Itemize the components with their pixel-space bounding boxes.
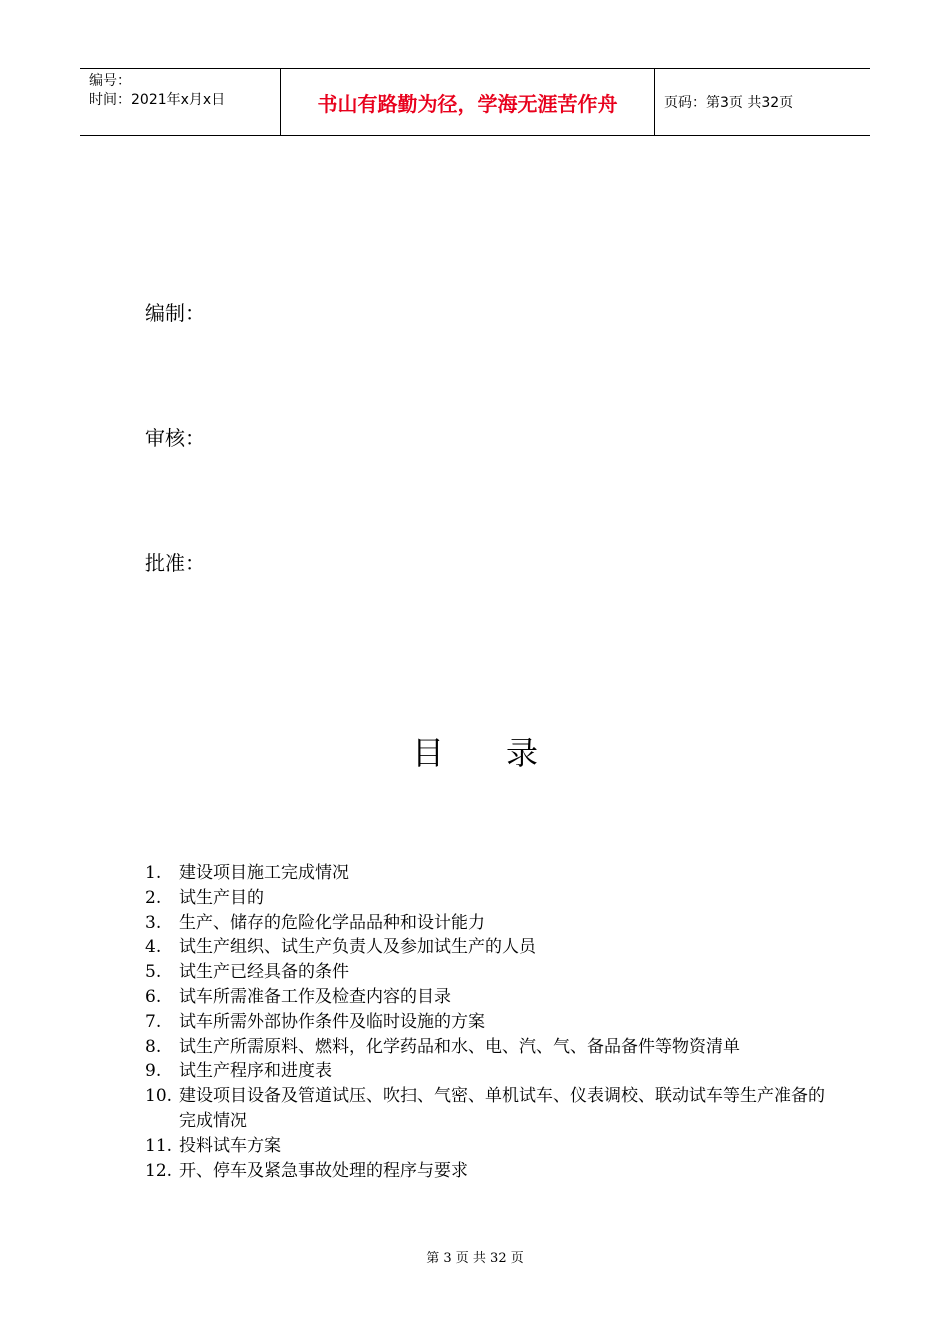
toc-item-text: 试生产目的	[179, 887, 264, 908]
toc-item-text: 建设项目设备及管道试压、吹扫、气密、单机试车、仪表调校、联动试车等生产准备的完成情况	[179, 1086, 825, 1131]
toc-item-number: 11.	[145, 1135, 173, 1156]
toc-title	[0, 728, 950, 774]
toc-item-text: 建设项目施工完成情况	[179, 863, 349, 883]
toc-item	[145, 1084, 825, 1134]
toc-item-text: 试生产已经具备的条件	[179, 962, 349, 983]
header-meta	[80, 69, 281, 135]
toc-item-number: 1.	[145, 863, 162, 883]
toc-item-number: 10.	[145, 1086, 173, 1107]
header-motto: 书山有路勤为径，学海无涯苦作舟	[281, 69, 655, 135]
header-page-info: 页码：第3页 共32页	[664, 95, 794, 111]
toc-item	[145, 861, 825, 886]
toc-item	[145, 1134, 825, 1159]
toc-item	[145, 886, 825, 911]
toc-item-text: 投料试车方案	[179, 1135, 281, 1156]
toc-item-number: 7.	[145, 1011, 162, 1032]
toc-item-number: 2.	[145, 887, 162, 908]
toc-item-text: 试车所需外部协作条件及临时设施的方案	[179, 1011, 485, 1032]
review-label: 审核：	[145, 426, 205, 450]
toc-item-number: 9.	[145, 1061, 162, 1082]
toc-item	[145, 1159, 825, 1184]
compile-label: 编制：	[145, 301, 205, 325]
toc-item-number: 8.	[145, 1036, 162, 1057]
document-number-label: 编号：	[89, 73, 131, 89]
toc-item-text: 开、停车及紧急事故处理的程序与要求	[179, 1160, 468, 1181]
toc-item-number: 6.	[145, 986, 162, 1007]
toc-item	[145, 935, 825, 960]
toc-item-number: 12.	[145, 1160, 173, 1181]
toc-title-right: 录	[506, 734, 539, 772]
toc-item-text: 试生产所需原料、燃料，化学药品和水、电、汽、气、备品备件等物资清单	[179, 1036, 740, 1057]
toc-title-left: 目	[411, 734, 444, 772]
toc-item-number: 4.	[145, 937, 162, 958]
toc-item	[145, 985, 825, 1010]
toc-item-text: 试车所需准备工作及检查内容的目录	[179, 986, 451, 1007]
toc-item	[145, 1059, 825, 1084]
page-header	[80, 68, 870, 136]
toc-item-number: 5.	[145, 962, 162, 983]
toc-item	[145, 911, 825, 936]
toc-list	[145, 861, 825, 1183]
toc-item-text: 试生产程序和进度表	[179, 1061, 332, 1082]
document-time-label: 时间：2021年x月x日	[89, 92, 226, 108]
toc-item-text: 试生产组织、试生产负责人及参加试生产的人员	[179, 937, 536, 958]
toc-item-number: 3.	[145, 912, 162, 933]
toc-item	[145, 1010, 825, 1035]
page-footer: 第 3 页 共 32 页	[426, 1251, 524, 1266]
toc-item-text: 生产、储存的危险化学品品种和设计能力	[179, 912, 485, 933]
toc-item	[145, 1035, 825, 1060]
toc-item	[145, 960, 825, 985]
approve-label: 批准：	[145, 551, 205, 575]
